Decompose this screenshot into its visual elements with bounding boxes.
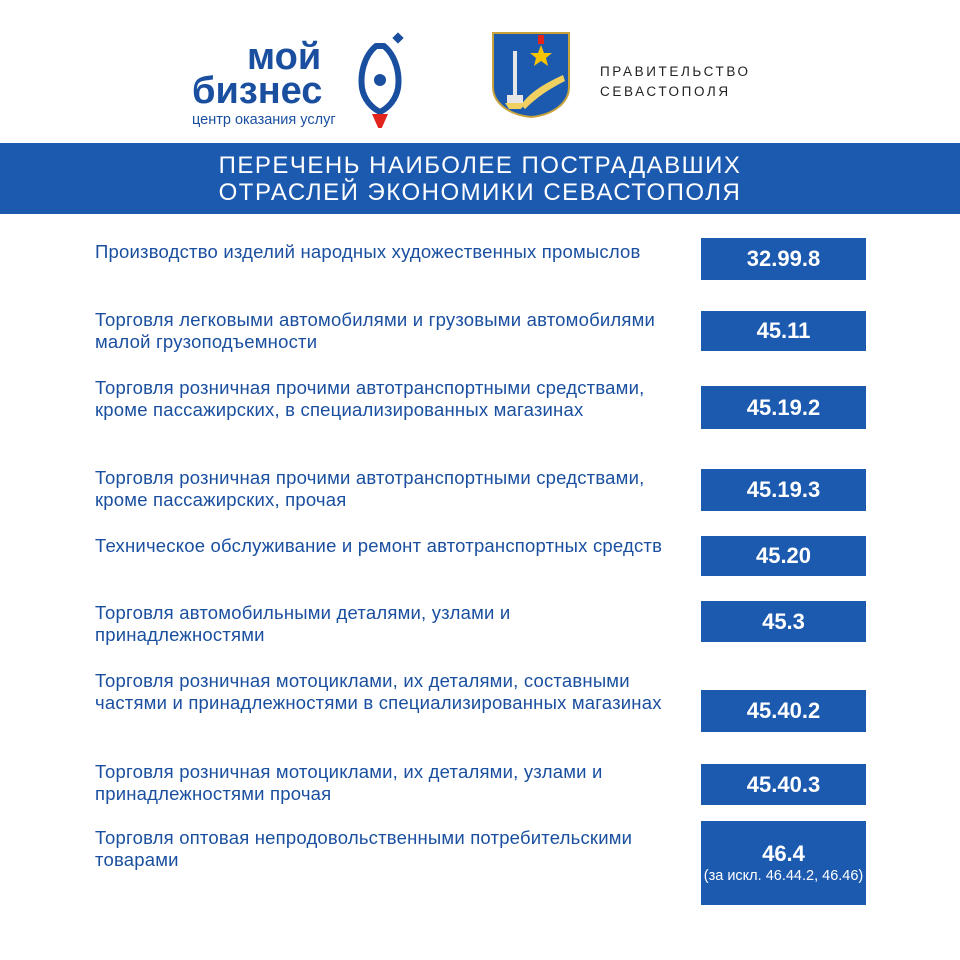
okved-code-badge [701,690,866,732]
okved-code-badge [701,821,866,905]
okved-code-badge [701,601,866,642]
okved-code-badge [701,469,866,511]
okved-code: 46.4 [762,841,805,866]
industry-name: Торговля розничная прочими автотранспортными средствами, кроме пассажирских, прочая [95,467,645,510]
logo-subtitle: центр оказания услуг [192,112,336,128]
okved-code: 45.11 [756,318,811,343]
okved-code-note: (за искл. 46.44.2, 46.46) [703,868,864,884]
sevastopol-coat-of-arms [491,31,571,118]
title-banner [0,143,960,214]
moy-biznes-logo [192,38,417,130]
industry-name: Торговля розничная мотоциклами, их деталями, составными частями и принадлежностями в специализированных магазинах [95,670,662,713]
industry-name: Торговля легковыми автомобилями и грузовыми автомобилями малой грузоподъемности [95,309,656,352]
industry-name: Торговля оптовая непродовольственными потребительскими товарами [95,827,633,870]
industry-name: Торговля розничная мотоциклами, их деталями, узлами и принадлежностями прочая [95,761,603,804]
industry-name: Производство изделий народных художественных промыслов [95,241,641,262]
okved-code-badge [701,311,866,351]
title-line-2: ОТРАСЛЕЙ ЭКОНОМИКИ СЕВАСТОПОЛЯ [218,179,742,206]
okved-code: 32.99.8 [746,246,821,271]
okved-code-badge [701,536,866,576]
okved-code: 45.40.2 [746,698,821,723]
industry-name: Торговля автомобильными деталями, узлами и принадлежностями [95,602,511,645]
government-line-2: СЕВАСТОПОЛЯ [600,84,731,99]
okved-code: 45.40.3 [746,771,821,797]
okved-code: 45.19.3 [746,477,821,502]
okved-code-badge [701,238,866,280]
industry-name: Техническое обслуживание и ремонт автотранспортных средств [95,535,663,556]
okved-code: 45.3 [762,608,805,634]
okved-code: 45.19.2 [746,394,821,420]
industry-name: Торговля розничная прочими автотранспортными средствами, кроме пассажирских, в специализированных магазинах [95,377,645,420]
logo-word-moy: мой [247,36,322,78]
logo-word-biznes: бизнес [192,70,323,112]
rocket-icon [350,28,410,128]
okved-code-badge [701,764,866,805]
okved-code-badge [701,386,866,429]
title-line-1: ПЕРЕЧЕНЬ НАИБОЛЕЕ ПОСТРАДАВШИХ [218,152,742,179]
government-line-1: ПРАВИТЕЛЬСТВО [600,64,751,79]
government-caption [600,62,751,102]
okved-code: 45.20 [755,543,812,568]
